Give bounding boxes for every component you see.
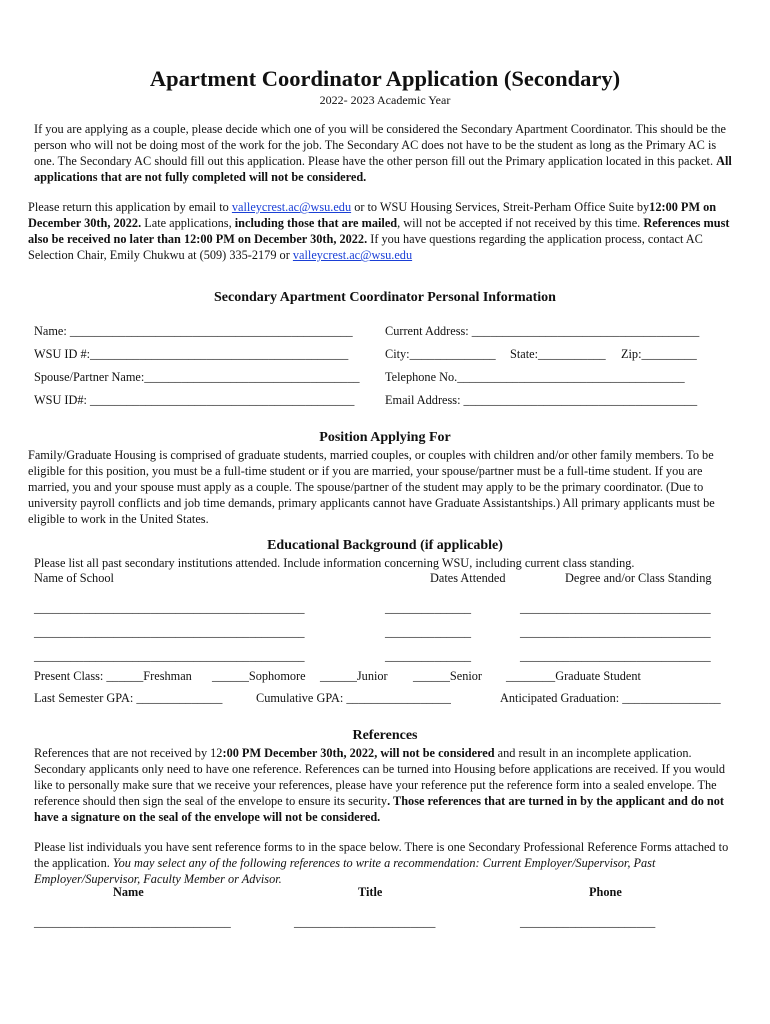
city-field[interactable]: City:______________ xyxy=(385,347,496,361)
education-heading: Educational Background (if applicable) xyxy=(267,538,503,553)
last-semester-gpa[interactable]: Last Semester GPA: ______________ xyxy=(34,691,223,705)
ref-text-3: Please list individuals you have sent reference forms to in the space below. There is one Secondary Professional Reference Forms attached to the application. xyxy=(34,840,729,870)
degree-line-1[interactable]: _______________________________ xyxy=(520,601,711,615)
academic-year: 2022- 2023 Academic Year xyxy=(319,93,451,107)
spouse-wsu-id-field[interactable]: WSU ID#: ___________________________________________ xyxy=(34,393,355,407)
ref-italic: You may select any of the following references to write a recommendation: Current Employer/Supervisor, Past Employer/Supervisor, Faculty Member or Advisor. xyxy=(34,856,656,886)
email-link-1[interactable]: valleycrest.ac@wsu.edu xyxy=(231,200,352,214)
school-line-3[interactable]: ____________________________________________ xyxy=(34,649,305,663)
references-paragraph-2 xyxy=(34,839,734,887)
dates-line-3[interactable]: ______________ xyxy=(385,649,472,663)
return-text-2: or to WSU Housing Services, Streit-Perham Office Suite by xyxy=(354,200,650,214)
class-freshman[interactable]: Present Class: ______Freshman xyxy=(34,669,192,683)
intro-text: If you are applying as a couple, please decide which one of you will be considered the Secondary Apartment Coordinator. This should be the person who will not be doing most of the work for the job. The Secondary AC does not have to be the student as long as the Primary AC is one. The Secondary AC should fill out this application. Please have the other person fill out the Primary application located in this packet. xyxy=(34,122,726,168)
dates-line-2[interactable]: ______________ xyxy=(385,625,472,639)
return-text-3: Late applications, xyxy=(144,216,232,230)
zip-field[interactable]: Zip:_________ xyxy=(621,347,697,361)
wsu-id-field[interactable]: WSU ID #:__________________________________________ xyxy=(34,347,349,361)
position-heading: Position Applying For xyxy=(319,430,451,445)
ref-name-line[interactable]: ________________________________ xyxy=(34,915,231,929)
mailed-bold: including those that are mailed xyxy=(234,216,398,230)
col-dates-attended: Dates Attended xyxy=(430,571,506,585)
col-name-of-school: Name of School xyxy=(34,571,114,585)
class-junior[interactable]: ______Junior xyxy=(320,669,388,683)
references-heading: References xyxy=(352,728,418,743)
state-field[interactable]: State:___________ xyxy=(510,347,606,361)
ref-text-1: References that are not received by 12 xyxy=(34,746,223,760)
telephone-field[interactable]: Telephone No._____________________________________ xyxy=(385,370,685,384)
class-graduate[interactable]: ________Graduate Student xyxy=(506,669,641,683)
ref-title-line[interactable]: _______________________ xyxy=(294,915,436,929)
name-field[interactable]: Name: ______________________________________________ xyxy=(34,324,353,338)
degree-line-3[interactable]: _______________________________ xyxy=(520,649,711,663)
cumulative-gpa[interactable]: Cumulative GPA: _________________ xyxy=(256,691,451,705)
references-deadline-bold: References must also be received no later than 12:00 PM on December 30th, 2022. xyxy=(28,216,730,246)
email-field[interactable]: Email Address: ______________________________________ xyxy=(385,393,698,407)
return-info-paragraph xyxy=(28,199,740,263)
ref-bold-2: . Those references that are turned in by the applicant and do not have a signature on the seal of the envelope will not be considered. xyxy=(34,794,725,824)
class-sophomore[interactable]: ______Sophomore xyxy=(212,669,306,683)
ref-col-phone: Phone xyxy=(589,885,622,899)
spouse-name-field[interactable]: Spouse/Partner Name:___________________________________ xyxy=(34,370,360,384)
references-paragraph-1 xyxy=(34,745,734,825)
page-title: Apartment Coordinator Application (Secondary) xyxy=(149,66,621,91)
ref-col-name: Name xyxy=(113,885,144,899)
address-field[interactable]: Current Address: _____________________________________ xyxy=(385,324,700,338)
dates-line-1[interactable]: ______________ xyxy=(385,601,472,615)
school-line-1[interactable]: ____________________________________________ xyxy=(34,601,305,615)
position-paragraph: Family/Graduate Housing is comprised of graduate students, married couples, or couples with children and/or other family members. To be eligible for this position, you must be a full-time student or if you are married, your spouse/partner must be a full-time student. If you are married, you and your spouse must apply as a couple. The spouse/partner of the student may apply to be the primary coordinator. (Due to university payroll conflicts and job time demands, primary applicants cannot have Graduate Assistantships.) All primary applicants must be eligible to work in the United States. xyxy=(28,448,715,526)
email-link-2[interactable]: valleycrest.ac@wsu.edu xyxy=(292,248,413,262)
class-senior[interactable]: ______Senior xyxy=(413,669,482,683)
education-instructions: Please list all past secondary institutions attended. Include information concerning WSU, including current class standing. xyxy=(34,556,635,570)
school-line-2[interactable]: ____________________________________________ xyxy=(34,625,305,639)
intro-bold-note: All applications that are not fully completed will not be considered. xyxy=(34,154,732,184)
intro-paragraph xyxy=(34,121,734,185)
deadline-bold: 12:00 PM on December 30th, 2022. xyxy=(28,200,717,230)
ref-text-2: and result in an incomplete application. Secondary applicants only need to have one reference. References can be turned into Housing before applications are received. If you would like to personally make sure that we receive your references, please have your reference put the reference form into a sealed envelope. The reference should then sign the seal of the envelope to ensure its security xyxy=(34,746,726,808)
ref-col-title: Title xyxy=(358,885,383,899)
degree-line-2[interactable]: _______________________________ xyxy=(520,625,711,639)
personal-info-heading: Secondary Apartment Coordinator Personal Information xyxy=(214,290,556,305)
ref-bold-1: :00 PM December 30th, 2022, will not be considered xyxy=(222,746,495,760)
return-text-1: Please return this application by email to xyxy=(28,200,229,214)
col-degree: Degree and/or Class Standing xyxy=(565,571,712,585)
return-text-5: If you have questions regarding the application process, contact AC Selection Chair, Emily Chukwu at (509) 335-2179 or xyxy=(28,232,703,262)
ref-phone-line[interactable]: ______________________ xyxy=(520,915,656,929)
return-text-4: , will not be accepted if not received by this time. xyxy=(397,216,641,230)
anticipated-graduation[interactable]: Anticipated Graduation: ________________ xyxy=(500,691,721,705)
